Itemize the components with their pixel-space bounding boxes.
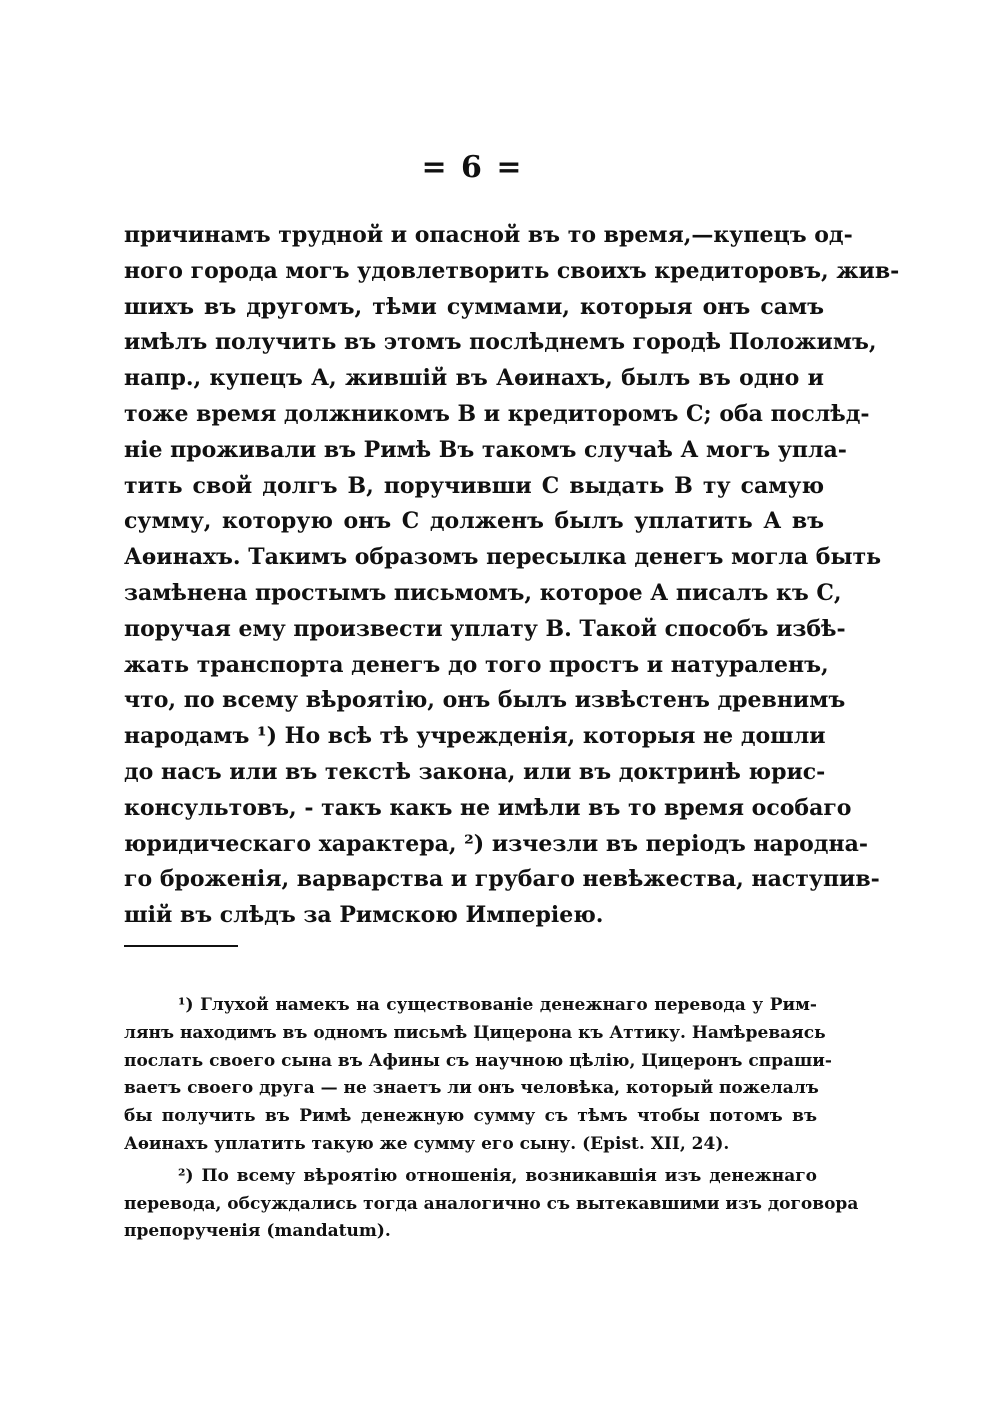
body-line: го броженія, варварства и грубаго невѣжества, наступив- [124, 866, 880, 893]
footnote-divider [124, 945, 238, 947]
body-line: что, по всему вѣроятію, онъ былъ извѣстенъ древнимъ [124, 687, 846, 714]
body-line: причинамъ трудной и опасной въ то время,—купецъ од- [124, 222, 853, 248]
body-line: имѣлъ получить въ этомъ послѣднемъ городѣ Положимъ, [124, 329, 877, 356]
body-line: ніе проживали въ Римѣ Въ такомъ случаѣ А могъ упла- [124, 436, 847, 463]
body-line: жать транспорта денегъ до того простъ и натураленъ, [124, 651, 829, 678]
footnote-line: ²) По всему вѣроятію отношенія, возникавшія изъ денежнаго [178, 1165, 817, 1186]
body-line: шихъ въ другомъ, тѣми суммами, которыя онъ самъ [124, 293, 824, 320]
body-line: ного города могъ удовлетворить своихъ кредиторовъ, жив- [124, 257, 900, 284]
body-line: напр., купецъ А, жившій въ Аѳинахъ, былъ въ одно и [124, 365, 824, 392]
footnote-line: бы получить въ Римѣ денежную сумму съ тѣмъ чтобы потомъ въ [124, 1106, 817, 1127]
footnote-line: Аѳинахъ уплатить такую же сумму его сыну. (Epist. XII, 24). [124, 1133, 730, 1154]
body-line: народамъ ¹) Но всѣ тѣ учрежденія, которыя не дошли [124, 723, 826, 750]
body-line: Аѳинахъ. Такимъ образомъ пересылка денегъ могла быть [124, 544, 882, 571]
body-line: замѣнена простымъ письмомъ, которое А писалъ къ С, [124, 579, 842, 606]
body-line: поручая ему произвести уплату В. Такой способъ избѣ- [124, 615, 846, 642]
body-line: консультовъ, - такъ какъ не имѣли въ то время особаго [124, 794, 852, 821]
body-line: сумму, которую онъ С долженъ былъ уплатить А въ [124, 508, 824, 535]
footnote-line: ¹) Глухой намекъ на существованіе денежнаго перевода у Рим- [178, 995, 817, 1015]
footnote-2 [124, 1163, 859, 1246]
footnote-line: ваетъ своего друга — не знаетъ ли онъ человѣка, который пожелалъ [124, 1078, 819, 1099]
body-line: тоже время должникомъ В и кредиторомъ С; оба послѣд- [124, 400, 870, 427]
page-number: = 6 = [421, 150, 524, 185]
body-line: до насъ или въ текстѣ закона, или въ доктринѣ юрис- [124, 758, 826, 785]
body-line: шій въ слѣдъ за Римскою Имперіею. [124, 902, 604, 929]
body-text [124, 218, 900, 934]
footnote-1 [124, 992, 832, 1159]
footnotes [124, 992, 859, 1246]
footnote-line: послать своего сына въ Афины съ научною цѣлію, Цицеронъ спраши- [124, 1050, 832, 1071]
footnote-line: перевода, обсуждались тогда аналогично съ вытекавшими изъ договора [124, 1193, 859, 1214]
body-line: тить свой долгъ В, поручивши С выдать В ту самую [124, 472, 824, 499]
body-line: юридическаго характера, ²) изчезли въ періодъ народна- [124, 830, 868, 857]
footnote-line: препорученія (mandatum). [124, 1221, 391, 1242]
footnote-line: лянъ находимъ въ одномъ письмѣ Цицерона къ Аттику. Намѣреваясь [124, 1022, 826, 1043]
